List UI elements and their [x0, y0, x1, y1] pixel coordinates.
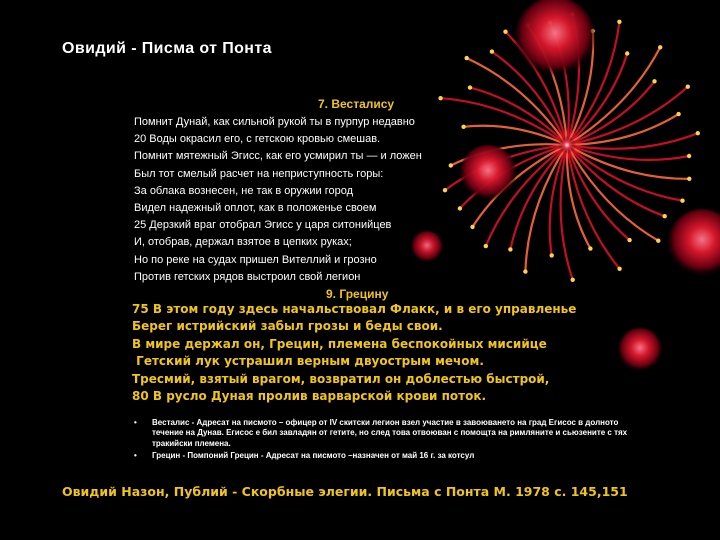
firework-ray — [567, 145, 630, 240]
poem-line: Тресмий, взятый врагом, возвратил он доблестью быстрой, — [132, 371, 550, 386]
firework-spark — [676, 112, 680, 116]
firework-ray — [441, 98, 567, 145]
poem-line: Помнит мятежный Эгисс, как его усмирил ты — и ложен — [134, 150, 422, 163]
firework-ray — [567, 31, 593, 145]
firework-spark — [656, 239, 660, 243]
firework-spark — [658, 45, 662, 49]
firework-ray — [470, 88, 567, 145]
firework-ray — [567, 114, 679, 145]
firework-ray — [528, 25, 567, 145]
poem2-lines — [132, 301, 576, 405]
poem-line: 75 В этом году здесь начальствовал Флакк, и в его управленье — [132, 302, 577, 316]
firework-spark — [550, 253, 554, 257]
poem-line: 25 Дерзкий враг отобрал Эгисс у царя ситонийцев — [134, 219, 392, 232]
firework-burst — [438, 12, 700, 282]
firework-ray — [506, 32, 568, 145]
footnote-text: Весталис - Адресат на писмото – офицер от IV скитски легион взел участие в завоюването на град Егисос в долното течение на Дунав. Егисос е бил завладян от гетите, но след това отвоюван с помощта на римляните и сьюзените с тях тракийски племена. — [152, 418, 628, 448]
firework-ray — [550, 145, 567, 255]
firework-spark — [680, 199, 684, 203]
footnotes-list — [132, 418, 652, 464]
firework-spark — [490, 49, 494, 53]
firework-ray — [567, 14, 579, 145]
poem-line: Берег истрийский забыл грозы и беды свои. — [132, 319, 443, 334]
firework-spark — [465, 56, 469, 60]
poem-line: И, отобрав, держал взятое в цепких руках; — [134, 236, 352, 249]
firework-ray — [445, 145, 567, 190]
firework-spark — [652, 79, 656, 83]
poem-line: 80 В русло Дуная пролив варварской крови поток. — [132, 388, 487, 403]
firework-spark — [617, 20, 621, 24]
poem-line: В мире держал он, Грецин, племена беспокойных мисийце — [132, 336, 547, 351]
firework-spark — [686, 85, 690, 89]
firework-ray — [567, 145, 665, 216]
footnote-item — [132, 418, 652, 449]
firework-spark — [548, 20, 552, 24]
firework-ray — [567, 54, 627, 146]
firework-ray — [460, 145, 567, 208]
firework-spark — [461, 125, 465, 129]
firework-ray — [567, 145, 658, 241]
firework-ray — [567, 145, 683, 201]
firework-ray — [567, 81, 655, 145]
firework-ray — [567, 145, 590, 249]
firework-spark — [470, 225, 474, 229]
firework-spark — [508, 247, 512, 251]
firework-ray — [567, 47, 660, 145]
firework-ray — [510, 145, 567, 249]
slide-title: Овидий - Писма от Понта — [62, 40, 272, 57]
firework-spark — [663, 214, 667, 218]
firework-ray — [550, 23, 569, 145]
poem-line: Но по реке на судах пришел Вителлий и грозно — [134, 253, 377, 266]
firework-ray — [492, 52, 567, 145]
firework-spark — [627, 238, 631, 242]
bullet-icon: • — [134, 451, 137, 461]
poem1-lines — [134, 114, 422, 286]
firework-ray — [567, 145, 620, 269]
firework-spark — [687, 154, 691, 158]
poem-line: Гетский лук устрашил верным двуострым мечом. — [132, 354, 484, 369]
poem-line: Видел надежный оплот, как в положенье своем — [134, 201, 377, 214]
firework-spark — [523, 269, 527, 273]
firework-ray — [486, 145, 567, 246]
firework-spark — [443, 188, 447, 192]
firework-ray — [525, 145, 567, 272]
firework-spark — [449, 163, 453, 167]
firework-spark — [571, 278, 575, 282]
firework-ray — [567, 145, 689, 179]
firework-ray — [567, 133, 698, 149]
footnote-text: Грецин - Помпоний Грецин - Адресат на писмото –назначен от май 16 г. за котсул — [152, 451, 475, 461]
firework-spark — [468, 85, 472, 89]
firework-spark — [438, 96, 442, 100]
firework-ray — [467, 58, 567, 145]
bullet-icon: • — [134, 418, 137, 427]
poem-line: За облака вознесен, не так в оружии город — [134, 184, 354, 197]
source-citation: Овидий Назон, Публий - Скорбные элегии. Письма с Понта М. 1978 с. 145,151 — [62, 484, 628, 499]
poem2-heading: 9. Грецину — [326, 287, 389, 301]
poem-line: Помнит Дунай, как сильной рукой ты в пурпур недавно — [134, 116, 415, 128]
firework-ray — [473, 145, 568, 227]
firework-ray — [567, 87, 688, 145]
firework-ray — [567, 145, 689, 160]
poem-line: Был тот смелый расчет на неприступность горы: — [134, 167, 384, 180]
firework-spark — [503, 30, 507, 34]
firework-ray — [451, 144, 567, 165]
firework-spark — [591, 29, 595, 33]
poem-line: 20 Воды окрасил его, с гетскою кровью смешав. — [134, 133, 381, 146]
firework-ray — [464, 126, 567, 145]
firework-spark — [696, 131, 700, 135]
poem-line: Против гетских рядов выстроил свой легион — [134, 270, 361, 283]
firework-spark — [625, 51, 629, 55]
firework-spark — [617, 267, 621, 271]
firework-spark — [570, 12, 574, 16]
poem1-heading: 7. Весталису — [318, 97, 395, 111]
firework-spark — [687, 177, 691, 181]
firework-ray — [561, 145, 573, 280]
firework-spark — [588, 246, 592, 250]
footnote-item — [132, 451, 652, 461]
firework-spark — [526, 23, 530, 27]
firework-ray — [567, 22, 619, 145]
firework-spark — [458, 206, 462, 210]
firework-spark — [484, 244, 488, 248]
